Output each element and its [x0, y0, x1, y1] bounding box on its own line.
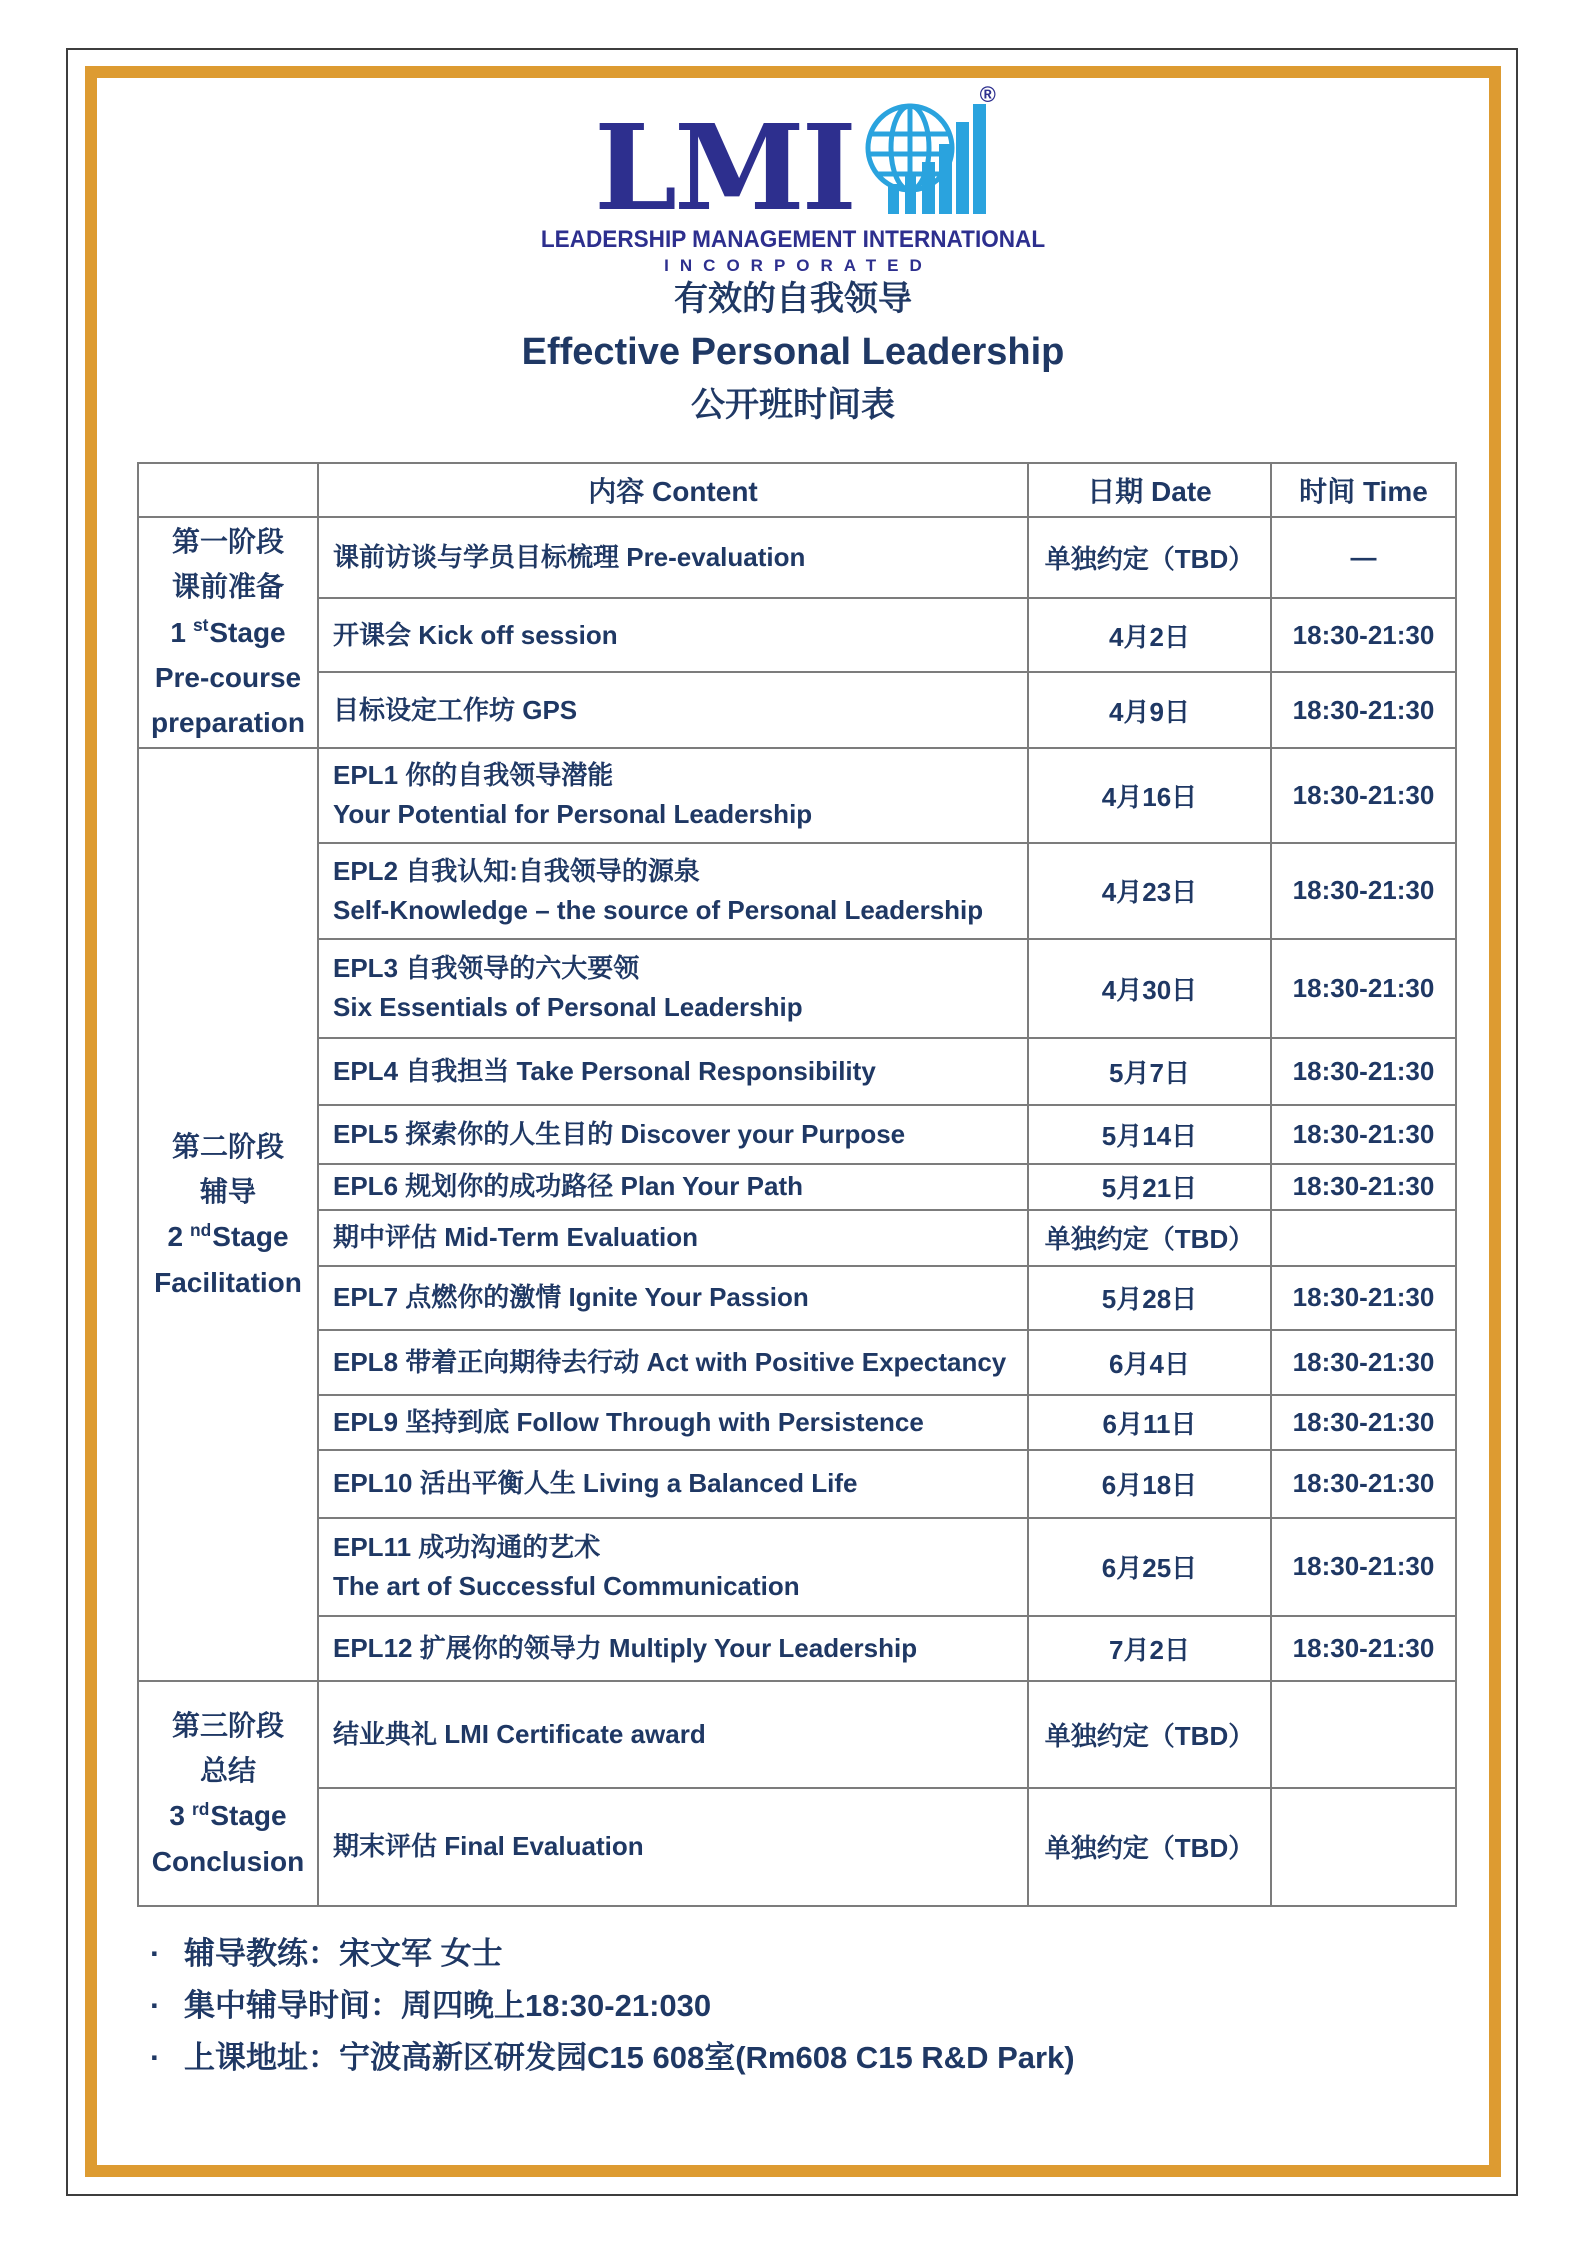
row-date: 单独约定（TBD） — [1028, 1210, 1271, 1266]
note-address: · 上课地址：宁波高新区研发园C15 608室(Rm608 C15 R&D Park) — [150, 2032, 1075, 2084]
row-content: EPL11 成功沟通的艺术 The art of Successful Communication — [318, 1518, 1028, 1616]
stage-label-en: preparation — [150, 707, 306, 739]
stage-label-zh: 辅导 — [199, 1175, 256, 1207]
title-english: Effective Personal Leadership — [521, 331, 1065, 373]
table-row — [138, 517, 1456, 598]
stage-label-zh: 第二阶段 — [171, 1130, 284, 1162]
row-time — [1271, 1681, 1456, 1788]
row-content: EPL9 坚持到底 Follow Through with Persistence — [318, 1395, 1028, 1450]
bullet-icon: · — [150, 1936, 161, 1971]
stage-1-cell — [138, 517, 318, 748]
row-content: 结业典礼 LMI Certificate award — [318, 1681, 1028, 1788]
table-row — [138, 1681, 1456, 1788]
row-date: 5月7日 — [1028, 1038, 1271, 1105]
table-row — [138, 1210, 1456, 1266]
row-date: 5月14日 — [1028, 1105, 1271, 1164]
schedule-table-wrap — [137, 462, 1457, 1907]
row-date: 4月16日 — [1028, 748, 1271, 843]
table-row — [138, 1038, 1456, 1105]
row-date: 4月2日 — [1028, 598, 1271, 672]
date-header: 日期 Date — [1028, 463, 1271, 517]
table-row — [138, 672, 1456, 748]
table-row — [138, 1266, 1456, 1330]
row-time: 18:30-21:30 — [1271, 1038, 1456, 1105]
header-row — [138, 463, 1456, 517]
row-content: EPL8 带着正向期待去行动 Act with Positive Expectancy — [318, 1330, 1028, 1395]
row-date: 6月4日 — [1028, 1330, 1271, 1395]
row-time: 18:30-21:30 — [1271, 843, 1456, 939]
time-header: 时间 Time — [1271, 463, 1456, 517]
row-time: 18:30-21:30 — [1271, 1330, 1456, 1395]
row-content: 期末评估 Final Evaluation — [318, 1788, 1028, 1906]
row-time: 18:30-21:30 — [1271, 1616, 1456, 1681]
row-time: 18:30-21:30 — [1271, 1518, 1456, 1616]
row-content: 目标设定工作坊 GPS — [318, 672, 1028, 748]
stage-ordinal: 1 $^{st}$Stage — [170, 615, 286, 648]
table-row — [138, 1164, 1456, 1210]
row-date: 7月2日 — [1028, 1616, 1271, 1681]
stage-ordinal: 3 $^{rd}$Stage — [169, 1798, 287, 1832]
stage-3-cell — [138, 1681, 318, 1906]
row-content: EPL7 点燃你的激情 Ignite Your Passion — [318, 1266, 1028, 1330]
row-content: 开课会 Kick off session — [318, 598, 1028, 672]
row-date: 5月21日 — [1028, 1164, 1271, 1210]
row-content: 课前访谈与学员目标梳理 Pre-evaluation — [318, 517, 1028, 598]
row-date: 4月23日 — [1028, 843, 1271, 939]
stage-label-zh: 第一阶段 — [171, 526, 284, 557]
footer-notes — [150, 1928, 1075, 2084]
row-time: — — [1271, 517, 1456, 598]
note-coach: · 辅导教练：宋文军 女士 — [150, 1928, 1075, 1980]
row-content: EPL5 探索你的人生目的 Discover your Purpose — [318, 1105, 1028, 1164]
row-time: 18:30-21:30 — [1271, 748, 1456, 843]
row-time: 18:30-21:30 — [1271, 598, 1456, 672]
lmi-globe-icon — [864, 82, 996, 220]
table-row — [138, 598, 1456, 672]
stage-label-en: Facilitation — [154, 1266, 302, 1298]
table-row — [138, 1330, 1456, 1395]
table-row — [138, 843, 1456, 939]
table-row — [138, 1788, 1456, 1906]
logo-subtitle-line1: LEADERSHIP MANAGEMENT INTERNATIONAL — [540, 226, 1046, 253]
row-time — [1271, 1210, 1456, 1266]
title-chinese: 有效的自我领导 — [674, 280, 912, 318]
row-date: 单独约定（TBD） — [1028, 1681, 1271, 1788]
row-date: 6月18日 — [1028, 1450, 1271, 1518]
stage-2-cell — [138, 748, 318, 1681]
note-session-time: · 集中辅导时间：周四晚上18:30-21:030 — [150, 1980, 1075, 2032]
row-content: EPL6 规划你的成功路径 Plan Your Path — [318, 1164, 1028, 1210]
stage-label-en: Conclusion — [151, 1845, 305, 1877]
table-row — [138, 1518, 1456, 1616]
content-header: 内容 Content — [318, 463, 1028, 517]
globe-bars-graphic — [864, 92, 992, 220]
row-time — [1271, 1788, 1456, 1906]
stage-label-zh: 课前准备 — [171, 571, 284, 603]
schedule-table — [137, 462, 1457, 1907]
table-row — [138, 1616, 1456, 1681]
bullet-icon: · — [150, 2040, 161, 2076]
table-row — [138, 748, 1456, 843]
row-content: EPL1 你的自我领导潜能 Your Potential for Personal Leadership — [318, 748, 1028, 843]
stage-label-en: Pre-course — [154, 662, 302, 694]
stage-label-zh: 第三阶段 — [171, 1709, 284, 1741]
stage-label-zh: 总结 — [199, 1754, 256, 1786]
title-block — [0, 282, 1586, 422]
row-date: 4月9日 — [1028, 672, 1271, 748]
row-content: EPL12 扩展你的领导力 Multiply Your Leadership — [318, 1616, 1028, 1681]
row-time: 18:30-21:30 — [1271, 1395, 1456, 1450]
row-time: 18:30-21:30 — [1271, 1105, 1456, 1164]
table-row — [138, 939, 1456, 1038]
table-row — [138, 1395, 1456, 1450]
logo-subtitle-line2: INCORPORATED — [664, 256, 933, 275]
row-time: 18:30-21:30 — [1271, 672, 1456, 748]
row-time: 18:30-21:30 — [1271, 1266, 1456, 1330]
row-date: 5月28日 — [1028, 1266, 1271, 1330]
row-time: 18:30-21:30 — [1271, 1164, 1456, 1210]
row-content: EPL3 自我领导的六大要领 Six Essentials of Personal Leadership — [318, 939, 1028, 1038]
row-content: EPL10 活出平衡人生 Living a Balanced Life — [318, 1450, 1028, 1518]
table-row — [138, 1105, 1456, 1164]
row-date: 单独约定（TBD） — [1028, 517, 1271, 598]
bullet-icon: · — [150, 1988, 161, 2024]
table-row — [138, 1450, 1456, 1518]
row-date: 6月25日 — [1028, 1518, 1271, 1616]
stage-ordinal: 2 $^{nd}$Stage — [167, 1219, 289, 1253]
row-time: 18:30-21:30 — [1271, 939, 1456, 1038]
row-content: EPL4 自我担当 Take Personal Responsibility — [318, 1038, 1028, 1105]
lmi-logo — [0, 82, 1586, 276]
lmi-wordmark: LMI — [594, 98, 854, 238]
title-schedule-label: 公开班时间表 — [691, 386, 895, 424]
row-time: 18:30-21:30 — [1271, 1450, 1456, 1518]
row-date: 单独约定（TBD） — [1028, 1788, 1271, 1906]
row-content: EPL2 自我认知:自我领导的源泉 Self-Knowledge – the source of Personal Leadership — [318, 843, 1028, 939]
row-content: 期中评估 Mid-Term Evaluation — [318, 1210, 1028, 1266]
stage-header-cell — [138, 463, 318, 517]
registered-trademark-icon: ® — [979, 82, 996, 107]
row-date: 6月11日 — [1028, 1395, 1271, 1450]
row-date: 4月30日 — [1028, 939, 1271, 1038]
